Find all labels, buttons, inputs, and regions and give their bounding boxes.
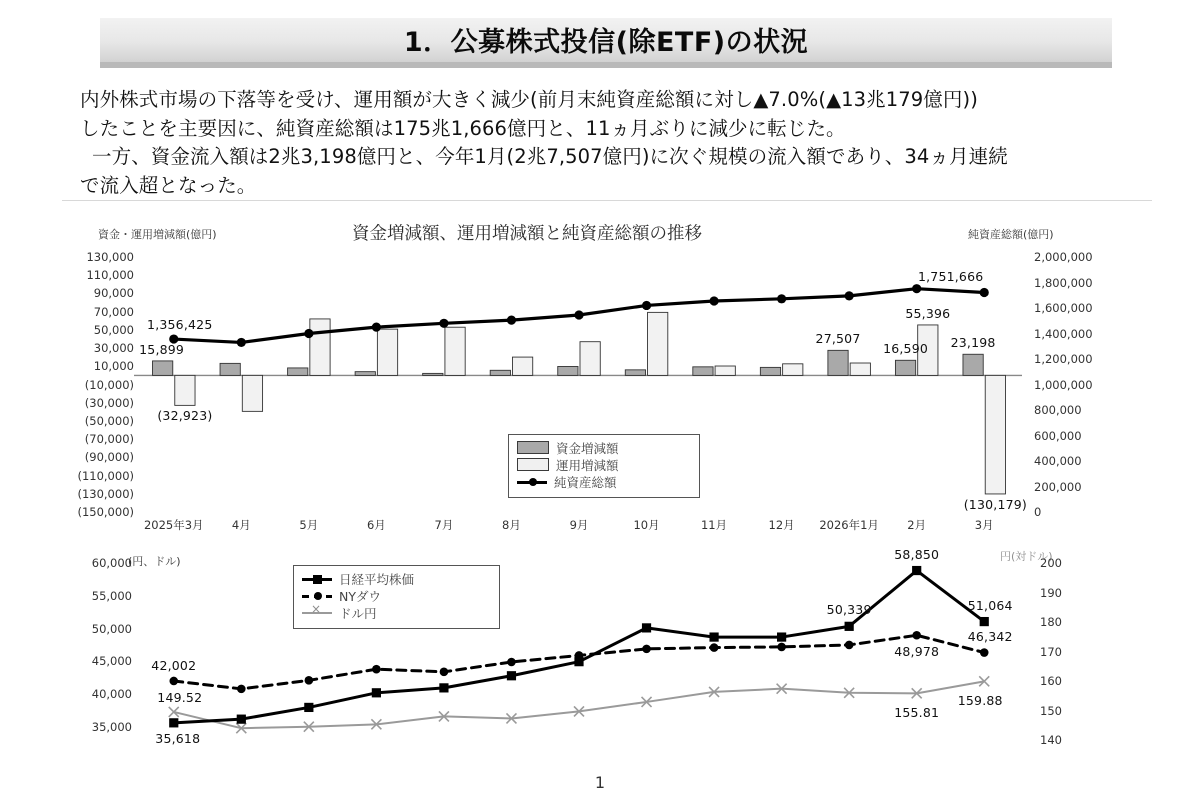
chart1-y-axis-title: 資金・運用増減額(億円): [98, 228, 217, 241]
chart1-netassets-point: [372, 323, 381, 332]
chart1-y2-tick: 1,800,000: [1034, 275, 1093, 290]
chart2-dow-point: [642, 645, 651, 654]
summary-line-3: 一方、資金流入額は2兆3,198億円と、今年1月(2兆7,507億円)に次ぐ規模の流入額であり、34ヵ月連続: [92, 145, 1008, 169]
chart1-operation-bar: [445, 327, 465, 375]
chart2-dow-point: [980, 648, 989, 657]
chart2-plot: [0, 545, 1200, 760]
chart1-y-tick: (30,000): [84, 395, 134, 410]
chart2-data-label: 149.52: [157, 689, 203, 705]
section-divider: [62, 200, 1152, 201]
chart2-y-tick: 35,000: [91, 719, 132, 734]
chart1-netassets-point: [237, 338, 246, 347]
chart2-y-tick: 55,000: [91, 588, 132, 603]
chart1-y-tick: (50,000): [84, 413, 134, 428]
chart1-fund-bar: [558, 366, 578, 375]
chart2-nikkei-point: [777, 632, 786, 641]
chart1-y2-tick: 400,000: [1034, 454, 1082, 468]
chart2-nikkei-point: [304, 703, 313, 712]
chart2-y-axis-title: (円、ドル): [128, 555, 181, 568]
chart1-y-tick: 90,000: [93, 286, 134, 301]
chart1-netassets-point: [912, 284, 921, 293]
chart1-legend-item-netassets: [509, 473, 699, 490]
chart1-y2-tick: 2,000,000: [1034, 250, 1093, 264]
summary-line-2: したことを主要因に、純資産総額は175兆1,666億円と、11ヵ月ぶりに減少に転じた。: [80, 116, 846, 140]
chart1-y2-tick: 1,000,000: [1034, 377, 1093, 392]
chart1-x-tick: 3月: [974, 518, 994, 532]
chart1-y-tick: (90,000): [84, 450, 134, 465]
chart2-y2-tick: 190: [1040, 585, 1062, 600]
chart1-data-label: (130,179): [963, 496, 1027, 512]
page-number: 1: [594, 773, 606, 792]
chart1-y-tick: 70,000: [93, 304, 134, 319]
chart1-x-tick: 4月: [231, 518, 251, 532]
chart1-y-tick: (10,000): [84, 377, 134, 392]
chart1-operation-bar: [512, 357, 532, 375]
chart1-fund-bar: [490, 370, 510, 375]
chart2-nikkei-point: [912, 566, 921, 575]
chart2-nikkei-point: [169, 718, 178, 727]
chart1-netassets-point: [574, 310, 583, 319]
chart1-fund-bar: [760, 367, 780, 375]
chart2-y2-tick: 180: [1040, 615, 1062, 629]
chart2-y2-tick: 140: [1040, 733, 1062, 747]
chart2-nikkei-point: [507, 671, 516, 680]
chart2-y2-tick: 200: [1040, 556, 1062, 570]
chart1-data-label: 27,507: [815, 331, 861, 347]
chart1-operation-bar: [175, 375, 195, 405]
chart1-netassets-point: [304, 329, 313, 338]
chart1-legend-item-operation: [509, 456, 699, 473]
chart2-y-tick: 60,000: [91, 556, 132, 570]
chart1-operation-bar: [985, 375, 1005, 494]
chart1-data-label: 1,751,666: [917, 268, 984, 284]
summary-line-4: で流入超となった。: [80, 174, 257, 198]
chart1-netassets-point: [507, 316, 516, 325]
nikkei-line-swatch-icon: [302, 573, 332, 584]
chart1-fund-bar: [963, 354, 983, 375]
chart1-legend-label-operation: 運用増減額: [556, 457, 619, 473]
chart1-y-tick: (150,000): [77, 505, 134, 519]
chart2-nikkei-point: [439, 683, 448, 692]
chart1-data-label: 16,590: [883, 341, 929, 357]
chart2-y-tick: 40,000: [91, 687, 132, 702]
chart1-y2-tick: 1,600,000: [1034, 301, 1093, 315]
chart1-legend-label-netassets: 純資産総額: [554, 474, 617, 490]
chart1-data-label: 1,356,425: [147, 317, 213, 333]
chart1-x-tick: 2月: [907, 518, 927, 532]
chart2-nikkei-point: [845, 622, 854, 631]
chart2-dow-point: [845, 641, 854, 650]
chart1-title: 資金増減額、運用増減額と純資産総額の推移: [352, 224, 702, 244]
chart1-operation-bar: [783, 364, 803, 376]
chart1-legend-label-fund: 資金増減額: [556, 440, 619, 456]
chart1-netassets-point: [709, 296, 718, 305]
chart1-y2-tick: 0: [1034, 505, 1042, 519]
chart1-data-label: (32,923): [157, 408, 213, 424]
summary-line-1: 内外株式市場の下落等を受け、運用額が大きく減少(前月末純資産総額に対し▲7.0%(▲13兆179億円)): [80, 88, 978, 111]
chart1-operation-bar: [242, 375, 262, 411]
chart2-legend-item-nikkei: [294, 570, 499, 587]
chart1-netassets-point: [642, 301, 651, 310]
chart2-nikkei-point: [709, 632, 718, 641]
chart2-data-label: 159.88: [957, 693, 1003, 709]
chart2-data-label: 51,064: [967, 597, 1013, 613]
chart2-data-label: 46,342: [967, 628, 1013, 644]
chart1-fund-bar: [153, 361, 173, 375]
chart1-y2-tick: 200,000: [1034, 479, 1082, 494]
chart1-fund-bar: [288, 368, 308, 375]
chart2-legend: [293, 565, 500, 629]
chart1-netassets-point: [980, 288, 989, 297]
chart1-x-tick: 11月: [700, 518, 728, 532]
chart2-nikkei-point: [372, 688, 381, 697]
chart1-operation-bar: [648, 312, 668, 375]
chart1-operation-bar: [377, 329, 397, 375]
chart2-dow-point: [440, 668, 449, 677]
chart1-x-tick: 12月: [768, 518, 795, 532]
usdjpy-line-swatch-icon: [302, 607, 332, 618]
fund-flow-chart: [0, 212, 1200, 542]
chart1-netassets-point: [439, 319, 448, 328]
chart2-y2-tick: 150: [1040, 703, 1062, 718]
chart2-data-label: 35,618: [155, 730, 201, 746]
chart1-fund-bar: [355, 372, 375, 376]
chart1-y-tick: (110,000): [77, 468, 134, 483]
market-index-chart: [0, 545, 1200, 760]
chart1-x-tick: 7月: [434, 518, 454, 532]
chart1-x-tick: 9月: [569, 518, 589, 532]
chart2-y-tick: 45,000: [91, 654, 132, 669]
chart1-y-tick: (130,000): [77, 486, 134, 501]
chart1-x-tick: 5月: [299, 518, 319, 532]
chart2-dow-point: [237, 685, 246, 694]
page-title: 1．公募株式投信(除ETF)の状況: [403, 26, 809, 58]
chart2-data-label: 58,850: [894, 546, 940, 562]
chart2-dow-point: [169, 677, 178, 686]
chart1-operation-bar: [850, 363, 870, 375]
chart2-dow-point: [372, 665, 381, 674]
chart2-nikkei-point: [642, 623, 651, 632]
chart1-legend-item-fund: [509, 439, 699, 456]
chart1-operation-bar: [580, 342, 600, 376]
chart2-nikkei-point: [574, 657, 583, 666]
chart2-dow-point: [710, 643, 719, 652]
chart1-fund-bar: [693, 367, 713, 376]
chart2-legend-label-usdjpy: ドル円: [339, 605, 377, 621]
chart1-operation-bar: [715, 366, 735, 375]
chart1-x-tick: 2026年1月: [819, 518, 879, 532]
chart1-data-label: 15,899: [139, 341, 185, 357]
chart1-y-tick: 30,000: [93, 341, 134, 356]
chart1-netassets-point: [845, 291, 854, 300]
chart2-legend-label-nikkei: 日経平均株価: [339, 571, 415, 587]
chart1-y-tick: 50,000: [93, 322, 134, 337]
chart2-data-label: 48,978: [894, 644, 940, 660]
chart1-legend: [508, 434, 700, 498]
chart2-dow-point: [777, 643, 786, 652]
chart1-netassets-point: [777, 294, 786, 303]
chart1-x-tick: 10月: [633, 518, 660, 532]
chart2-legend-item-dow: [294, 587, 499, 604]
chart2-dow-point: [305, 676, 314, 685]
chart2-legend-label-dow: NYダウ: [339, 588, 381, 604]
chart1-fund-bar: [625, 370, 645, 376]
chart1-x-tick: 6月: [366, 518, 386, 532]
chart1-data-label: 55,396: [905, 305, 951, 321]
chart1-fund-bar: [895, 360, 915, 375]
chart2-legend-item-usdjpy: [294, 604, 499, 621]
chart2-data-label: 42,002: [151, 657, 197, 673]
chart2-dow-point: [507, 658, 516, 667]
chart2-usdjpy-line: [174, 681, 984, 728]
chart2-dow-point: [912, 631, 921, 640]
chart2-data-label: 155.81: [894, 705, 940, 721]
chart1-x-tick: 2025年3月: [143, 518, 204, 532]
chart1-operation-bar: [310, 319, 330, 375]
chart1-data-label: 23,198: [950, 335, 996, 351]
chart2-y2-axis-title: 円(対ドル): [1000, 550, 1053, 563]
chart2-nikkei-point: [237, 715, 246, 724]
chart1-x-tick: 8月: [502, 518, 521, 532]
summary-paragraph: [80, 86, 1140, 201]
chart1-y-tick: 10,000: [93, 359, 134, 374]
chart1-y2-tick: 800,000: [1034, 403, 1082, 417]
chart1-y-tick: 130,000: [86, 250, 134, 264]
chart1-fund-bar: [828, 350, 848, 375]
chart1-y-tick: 110,000: [86, 268, 134, 283]
chart2-y-tick: 50,000: [91, 621, 132, 636]
chart2-y2-tick: 160: [1040, 674, 1062, 688]
dow-line-swatch-icon: [302, 590, 332, 601]
chart2-nikkei-point: [980, 617, 989, 626]
chart2-y2-tick: 170: [1040, 644, 1062, 659]
chart1-fund-bar: [220, 363, 240, 375]
fund-swatch-icon: [517, 441, 549, 454]
operation-swatch-icon: [517, 458, 549, 471]
chart1-y2-tick: 600,000: [1034, 428, 1082, 443]
chart1-y-tick: (70,000): [84, 432, 134, 447]
chart1-fund-bar: [423, 373, 443, 375]
chart1-y2-tick: 1,400,000: [1034, 326, 1093, 341]
netassets-line-swatch-icon: [517, 476, 547, 487]
chart1-y2-tick: 1,200,000: [1034, 352, 1093, 366]
chart2-data-label: 50,339: [826, 602, 872, 618]
chart1-y2-axis-title: 純資産総額(億円): [968, 228, 1054, 241]
